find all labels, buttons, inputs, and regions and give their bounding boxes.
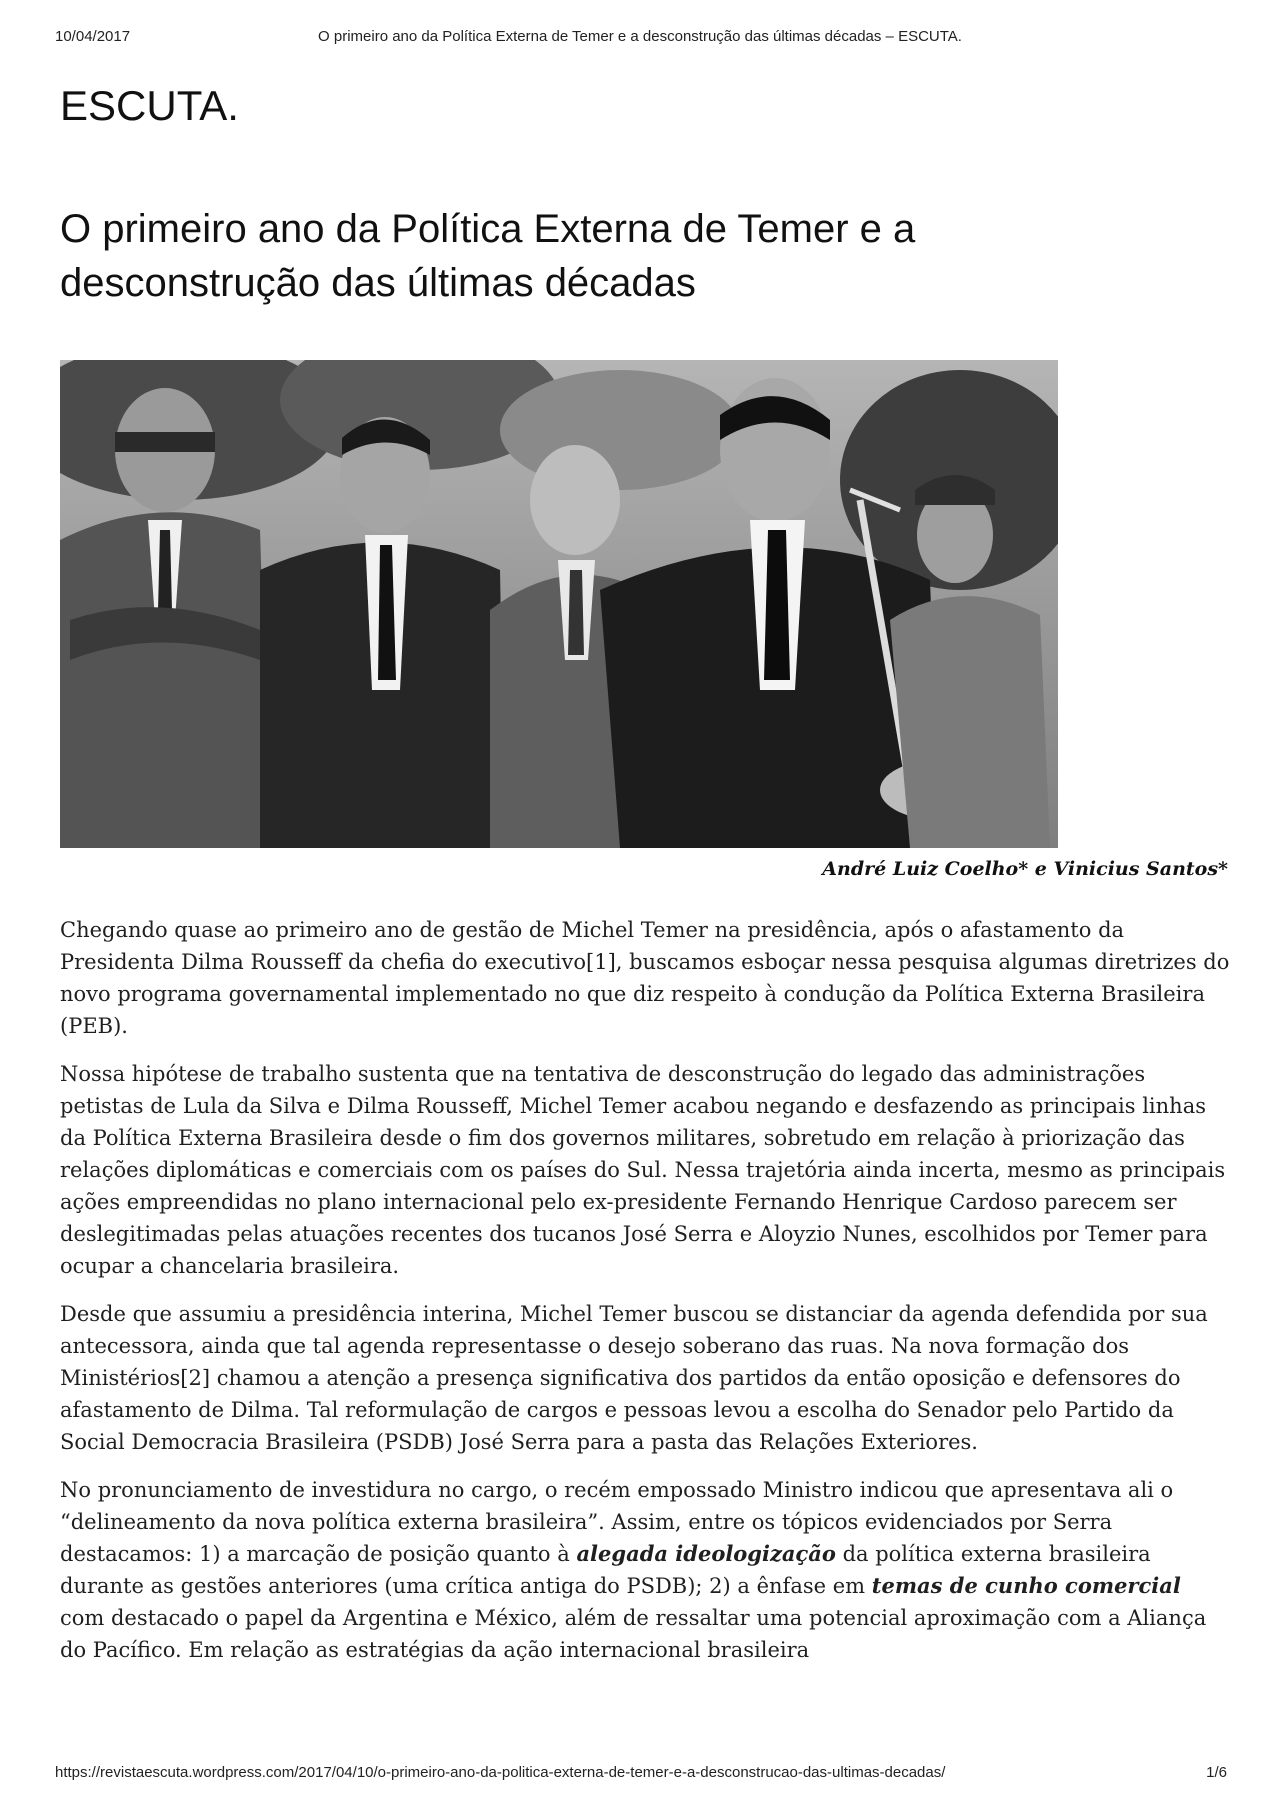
emphasized-text: temas de cunho comercial <box>871 1573 1181 1598</box>
emphasized-text: alegada ideologização <box>576 1541 836 1566</box>
page-number: 1/6 <box>1206 1764 1227 1781</box>
print-page-title: O primeiro ano da Política Externa de Temer e a desconstrução das últimas décadas – ESCUTA. <box>318 28 962 45</box>
page-url: https://revistaescuta.wordpress.com/2017/04/10/o-primeiro-ano-da-politica-externa-de-temer-e-a-desconstrucao-das-ultimas-decadas/ <box>55 1764 946 1781</box>
byline: André Luiz Coelho* e Vinicius Santos* <box>822 858 1228 880</box>
site-title[interactable]: ESCUTA. <box>60 82 239 129</box>
black-and-white-photo <box>60 360 1058 848</box>
paragraph-text: No pronunciamento de investidura no cargo, o recém empossado Ministro indicou que apresentava ali o “delineamento da nova política externa brasileira”. Assim, entre os tópicos evidenciados por Serra destacamos: 1) a marcação de posição quanto à <box>60 1478 1174 1566</box>
article-photo <box>60 360 1058 848</box>
paragraph: Desde que assumiu a presidência interina, Michel Temer buscou se distanciar da agenda defendida por sua antecessora, ainda que tal agenda representasse o desejo soberano das ruas. Na nova formação dos Ministérios[2] chamou a atenção a presença significativa dos partidos da então oposição e defensores do afastamento de Dilma. Tal reformulação de cargos e pessoas levou a escolha do Senador pelo Partido da Social Democracia Brasileira (PSDB) José Serra para a pasta das Relações Exteriores. <box>60 1302 1208 1454</box>
post-title[interactable]: O primeiro ano da Política Externa de Temer e a desconstrução das últimas décadas <box>60 207 916 305</box>
article-body <box>60 914 1230 1682</box>
paragraph: Nossa hipótese de trabalho sustenta que na tentativa de desconstrução do legado das administrações petistas de Lula da Silva e Dilma Rousseff, Michel Temer acabou negando e desfazendo as principais linhas da Política Externa Brasileira desde o fim dos governos militares, sobretudo em relação à priorização das relações diplomáticas e comerciais com os países do Sul. Nessa trajetória ainda incerta, mesmo as principais ações empreendidas no plano internacional pelo ex-presidente Fernando Henrique Cardoso parecem ser deslegitimadas pelas atuações recentes dos tucanos José Serra e Aloyzio Nunes, escolhidos por Temer para ocupar a chancelaria brasileira. <box>60 1062 1226 1278</box>
print-header <box>55 28 1225 48</box>
paragraph-text: com destacado o papel da Argentina e México, além de ressaltar uma potencial aproximação com a Aliança do Pacífico. Em relação as estratégias da ação internacional brasileira <box>60 1606 1207 1662</box>
paragraph-text: da política externa brasileira durante as gestões anteriores (uma crítica antiga do PSDB); 2) a ênfase em <box>60 1542 1151 1598</box>
print-footer <box>55 1764 1227 1784</box>
print-date: 10/04/2017 <box>55 28 131 45</box>
paragraph: Chegando quase ao primeiro ano de gestão de Michel Temer na presidência, após o afastamento da Presidenta Dilma Rousseff da chefia do executivo[1], buscamos esboçar nessa pesquisa algumas diretrizes do novo programa governamental implementado no que diz respeito à condução da Política Externa Brasileira (PEB). <box>60 918 1230 1038</box>
paragraph <box>60 1474 1230 1666</box>
